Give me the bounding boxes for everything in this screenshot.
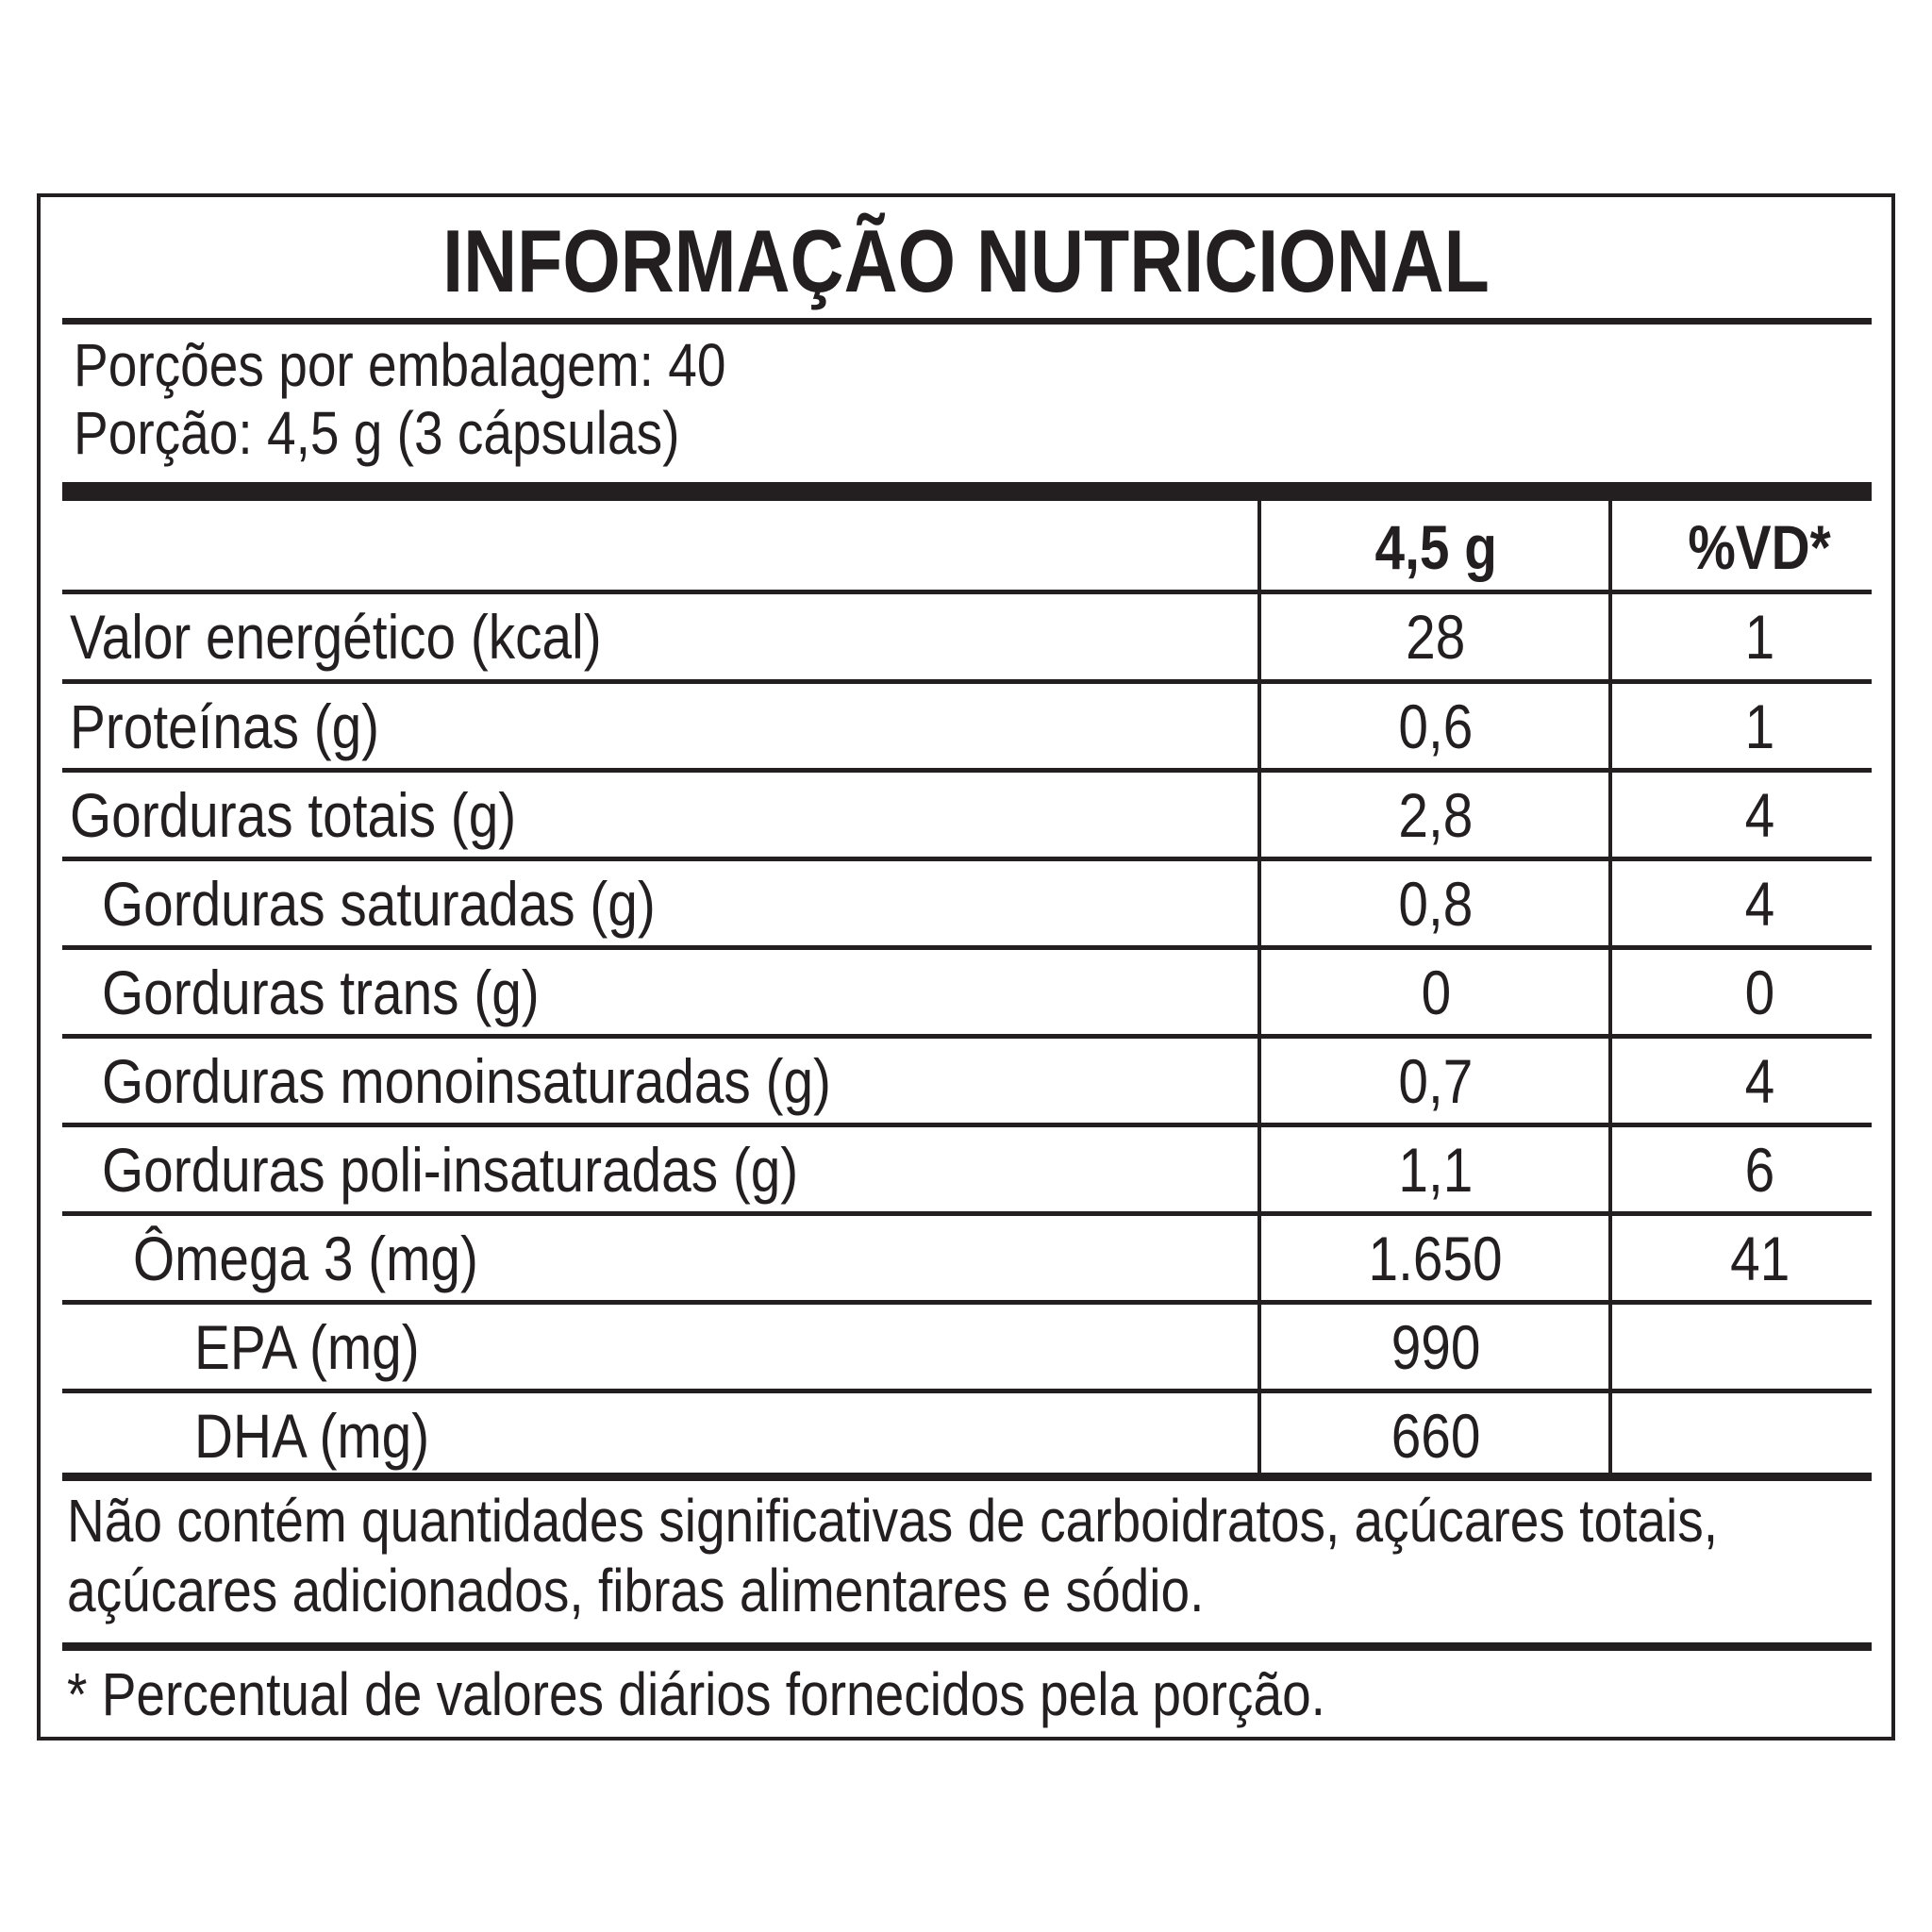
- footnote-divider: [62, 1642, 1872, 1651]
- row-amount: 1,1: [1398, 1135, 1474, 1205]
- title-divider: [62, 318, 1872, 325]
- row-dv: 0: [1744, 958, 1775, 1027]
- row-amount: 0,7: [1398, 1046, 1474, 1116]
- row-amount: 1.650: [1368, 1224, 1504, 1293]
- panel-title: INFORMAÇÃO NUTRICIONAL: [442, 211, 1490, 310]
- row-dv: 4: [1744, 780, 1775, 850]
- table-row: [62, 594, 1872, 679]
- row-label: Gorduras trans (g): [102, 958, 540, 1027]
- row-amount: 28: [1406, 602, 1466, 672]
- row-label: EPA (mg): [194, 1312, 420, 1382]
- table-row: [62, 1393, 1872, 1478]
- note-line-2: açúcares adicionados, fibras alimentares e sódio.: [67, 1557, 1205, 1624]
- row-label: Proteínas (g): [70, 691, 380, 761]
- note-line-1: Não contém quantidades significativas de carboidratos, açúcares totais,: [67, 1487, 1719, 1555]
- table-row: [62, 773, 1872, 858]
- row-dv: [1611, 1305, 1908, 1390]
- table-row: [62, 950, 1872, 1035]
- row-label: Gorduras poli-insaturadas (g): [102, 1135, 799, 1205]
- row-amount: 990: [1391, 1312, 1481, 1382]
- row-amount: 0,6: [1398, 691, 1474, 761]
- row-label: Valor energético (kcal): [70, 602, 602, 672]
- row-label: Gorduras saturadas (g): [102, 869, 656, 939]
- row-dv: 1: [1744, 691, 1775, 761]
- row-label: Gorduras monoinsaturadas (g): [102, 1046, 831, 1116]
- row-amount: 0: [1421, 958, 1451, 1027]
- table-row: [62, 861, 1872, 946]
- serving-size: Porção: 4,5 g (3 cápsulas): [74, 399, 680, 467]
- row-dv: 1: [1744, 602, 1775, 672]
- row-amount: 660: [1391, 1401, 1481, 1471]
- table-row: [62, 1305, 1872, 1390]
- row-label: Ômega 3 (mg): [133, 1224, 478, 1293]
- table-row: [62, 1216, 1872, 1301]
- row-label: Gorduras totais (g): [70, 780, 517, 850]
- row-dv: [1611, 1393, 1908, 1478]
- header-amount: 4,5 g: [1374, 512, 1497, 582]
- row-dv: 4: [1744, 1046, 1775, 1116]
- row-amount: 0,8: [1398, 869, 1474, 939]
- row-dv: 41: [1729, 1224, 1790, 1293]
- table-header-row: [62, 505, 1872, 590]
- dv-footnote: * Percentual de valores diários fornecidos pela porção.: [67, 1660, 1325, 1728]
- thick-divider: [62, 482, 1872, 501]
- row-dv: 4: [1744, 869, 1775, 939]
- row-dv: 6: [1744, 1135, 1775, 1205]
- row-amount: 2,8: [1398, 780, 1474, 850]
- header-dv: %VD*: [1688, 512, 1832, 582]
- table-row: [62, 1127, 1872, 1212]
- servings-per-package: Porções por embalagem: 40: [74, 331, 726, 399]
- table-row: [62, 684, 1872, 769]
- table-bottom-divider: [62, 1473, 1872, 1481]
- nutrition-facts-panel: [37, 193, 1895, 1740]
- table-row: [62, 1039, 1872, 1124]
- row-label: DHA (mg): [194, 1401, 430, 1471]
